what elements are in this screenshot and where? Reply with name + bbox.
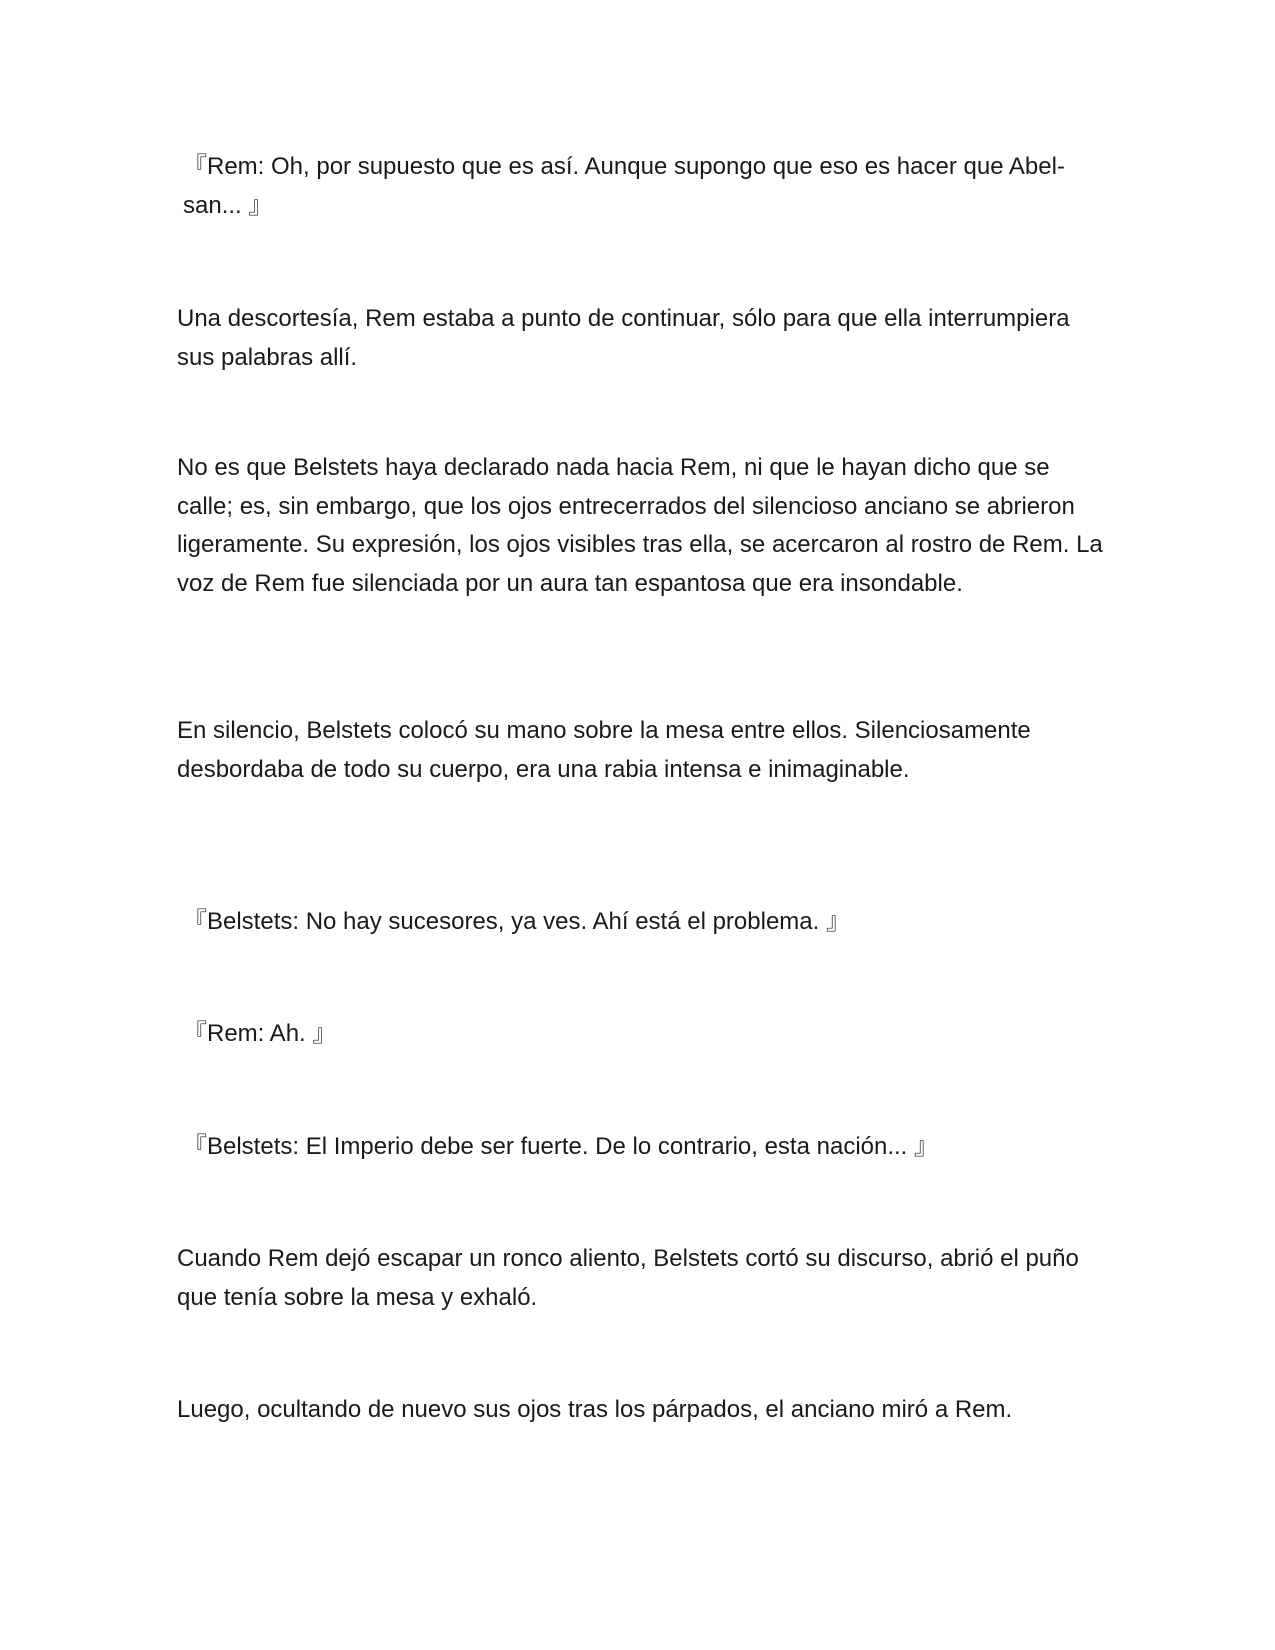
paragraph-narration-4: Cuando Rem dejó escapar un ronco aliento, Belstets cortó su discurso, abrió el puño que tenía sobre la mesa y exhaló. (177, 1245, 1079, 1311)
paragraph-narration-3: En silencio, Belstets colocó su mano sobre la mesa entre ellos. Silenciosamente desbordaba de todo su cuerpo, era una rabia intensa e inimaginable. (177, 717, 1031, 783)
paragraph-narration-1: Una descortesía, Rem estaba a punto de continuar, sólo para que ella interrumpiera sus palabras allí. (177, 305, 1070, 371)
paragraph-narration-5: Luego, ocultando de nuevo sus ojos tras los párpados, el anciano miró a Rem. (177, 1396, 1013, 1423)
paragraph-narration-2: No es que Belstets haya declarado nada hacia Rem, ni que le hayan dicho que se calle; es, sin embargo, que los ojos entrecerrados del silencioso anciano se abrieron ligeramente. Su expresión, los ojos visibles tras ella, se acercaron al rostro de Rem. La voz de Rem fue silenciada por un aura tan espantosa que era insondable. (177, 454, 1103, 597)
paragraph-dialogue-belstets-2: 『Belstets: El Imperio debe ser fuerte. De lo contrario, esta nación... 』 (183, 1133, 939, 1160)
paragraph-dialogue-rem-1: 『Rem: Oh, por supuesto que es así. Aunque supongo que eso es hacer que Abel-san... 』 (183, 153, 1065, 219)
paragraph-dialogue-belstets-1: 『Belstets: No hay sucesores, ya ves. Ahí está el problema. 』 (183, 908, 850, 935)
paragraph-dialogue-rem-2: 『Rem: Ah. 』 (183, 1020, 337, 1047)
